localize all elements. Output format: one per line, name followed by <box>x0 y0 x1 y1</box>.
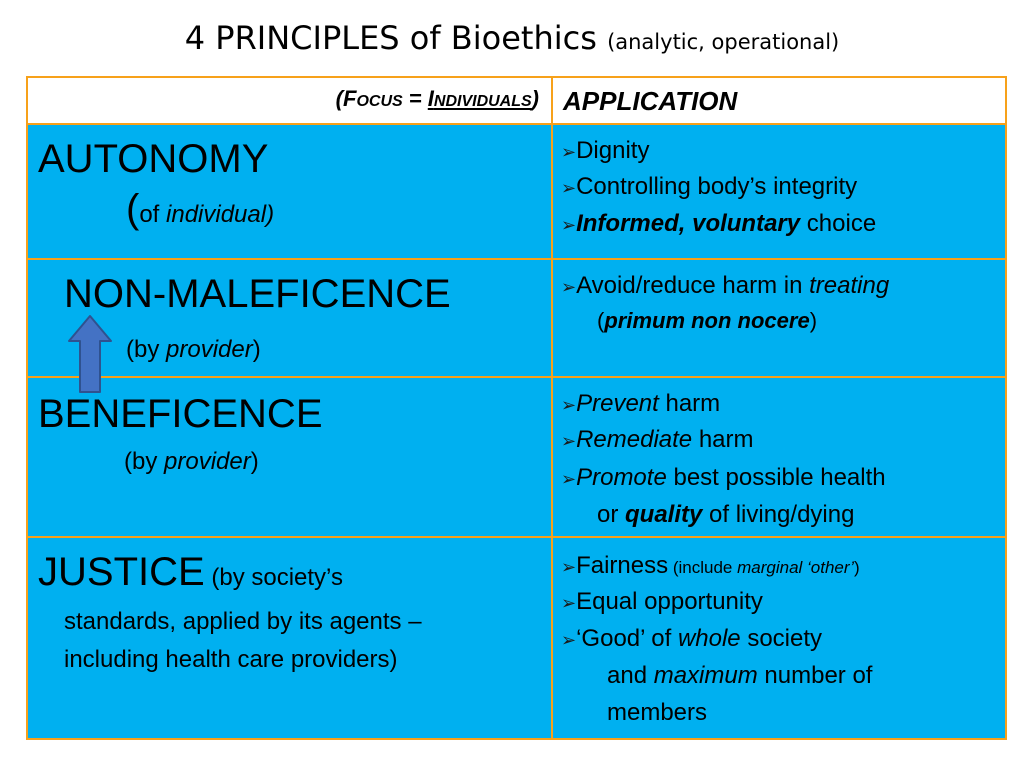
bullet-small: ) <box>853 558 860 577</box>
bullet-text: society <box>740 625 823 652</box>
beneficence-bullet-2 <box>561 426 754 455</box>
focus-paren-open: ( <box>335 86 343 111</box>
bullet-italic: Remediate <box>576 426 693 453</box>
justice-bullet-3-line-2 <box>607 662 872 690</box>
bullet-arrow-icon: ➢ <box>561 469 577 489</box>
autonomy-bullet-3 <box>561 210 876 239</box>
justice-desc-line-2: standards, applied by its agents – <box>64 608 422 635</box>
header-focus-cell <box>28 78 551 123</box>
beneficence-by: (by <box>124 448 165 475</box>
beneficence-name: BENEFICENCE <box>38 392 323 436</box>
beneficence-qualifier <box>124 448 259 476</box>
application-heading: APPLICATION <box>563 86 738 116</box>
bullet-arrow-icon: ➢ <box>561 215 577 235</box>
nonmaleficence-qualifier <box>126 336 261 364</box>
title-subtitle: (analytic, operational) <box>607 30 840 54</box>
up-arrow-icon <box>67 314 113 394</box>
beneficence-application-cell <box>553 378 1005 536</box>
bullet-text: or <box>597 501 626 528</box>
bullet-italic: maximum <box>653 662 758 689</box>
bullet-text: of living/dying <box>702 501 855 528</box>
focus-ndividuals: NDIVIDUALS <box>433 93 532 110</box>
autonomy-of: of <box>139 201 167 228</box>
focus-eq: = <box>402 86 428 111</box>
header-row <box>28 78 1005 123</box>
justice-desc-line-1: (by society’s <box>204 564 343 591</box>
bullet-text: Controlling body’s integrity <box>576 173 858 200</box>
bullet-text: harm <box>658 390 721 417</box>
bullet-arrow-icon: ➢ <box>561 593 577 613</box>
justice-bullet-2 <box>561 588 763 617</box>
bullet-arrow-icon: ➢ <box>561 431 577 451</box>
autonomy-bullet-1 <box>561 137 649 166</box>
focus-ocus: OCUS <box>356 93 403 110</box>
bullet-text: best possible health <box>666 464 886 491</box>
beneficence-provider: provider <box>164 448 251 475</box>
justice-name: JUSTICE <box>38 550 205 594</box>
justice-row <box>28 538 1005 738</box>
justice-bullet-3-line-3: members <box>607 699 708 726</box>
autonomy-qualifier <box>126 187 274 231</box>
bullet-text: ‘Good’ of <box>576 625 678 652</box>
bullet-text: Equal opportunity <box>576 588 763 615</box>
bullet-text: number of <box>757 662 873 689</box>
beneficence-row <box>28 378 1005 536</box>
autonomy-bullet-2 <box>561 173 857 202</box>
justice-bullet-3 <box>561 625 822 654</box>
bullet-arrow-icon: ➢ <box>561 395 577 415</box>
bullet-arrow-icon: ➢ <box>561 557 577 577</box>
bullet-small-italic: marginal ‘other’ <box>737 558 854 577</box>
focus-heading <box>336 86 539 112</box>
autonomy-application-cell <box>553 125 1005 258</box>
beneficence-close: ) <box>250 448 259 475</box>
autonomy-row <box>28 125 1005 258</box>
bullet-italic: Prevent <box>576 390 659 417</box>
bullet-arrow-icon: ➢ <box>561 277 577 297</box>
justice-heading-line <box>38 550 343 594</box>
justice-principle-cell <box>28 538 551 738</box>
focus-paren-close: ) <box>531 86 539 111</box>
autonomy-paren: ( <box>126 187 140 231</box>
title-main: 4 PRINCIPLES of Bioethics <box>184 19 597 57</box>
bullet-text: and <box>607 662 654 689</box>
bullet-italic: Promote <box>576 464 667 491</box>
justice-bullet-1 <box>561 552 860 582</box>
autonomy-individual: individual) <box>166 201 275 228</box>
nonmaleficence-bullet-1-line-2 <box>597 308 817 334</box>
bullet-text: Fairness <box>576 552 669 579</box>
bullet-arrow-icon: ➢ <box>561 178 577 198</box>
nonmaleficence-close: ) <box>252 336 261 363</box>
nonmaleficence-application-cell <box>553 260 1005 376</box>
principles-table <box>26 76 1007 740</box>
beneficence-bullet-3 <box>561 464 886 493</box>
bullet-small: (include <box>668 558 738 577</box>
bullet-text: Dignity <box>576 137 650 164</box>
bullet-italic: whole <box>677 625 741 652</box>
beneficence-bullet-1 <box>561 390 720 419</box>
focus-f: F <box>343 86 357 111</box>
bullet-italic: treating <box>809 272 890 299</box>
justice-application-cell <box>553 538 1005 738</box>
bullet-text: Avoid/reduce harm in <box>576 272 810 299</box>
header-application-cell <box>553 78 1005 123</box>
beneficence-principle-cell <box>28 378 551 536</box>
autonomy-name: AUTONOMY <box>38 137 269 181</box>
slide-title <box>0 18 1024 62</box>
autonomy-principle-cell <box>28 125 551 258</box>
bullet-bold: quality <box>625 501 703 528</box>
nonmaleficence-provider: provider <box>166 336 253 363</box>
focus-i: I <box>427 86 434 111</box>
paren-close: ) <box>809 308 818 333</box>
nonmaleficence-by: (by <box>126 336 167 363</box>
bullet-bold: Informed, voluntary <box>576 210 801 237</box>
bullet-text: choice <box>800 210 877 237</box>
nonmaleficence-row <box>28 260 1005 376</box>
focus-individuals <box>428 86 532 111</box>
bullet-text: harm <box>692 426 754 453</box>
paren-open: ( <box>597 308 605 333</box>
primum-non-nocere: primum non nocere <box>604 308 810 333</box>
bullet-arrow-icon: ➢ <box>561 142 577 162</box>
nonmaleficence-bullet-1 <box>561 272 889 301</box>
bullet-arrow-icon: ➢ <box>561 630 577 650</box>
justice-desc-line-3: including health care providers) <box>64 646 398 673</box>
beneficence-bullet-3-line-2 <box>597 501 854 529</box>
nonmaleficence-name: NON-MALEFICENCE <box>64 272 451 316</box>
